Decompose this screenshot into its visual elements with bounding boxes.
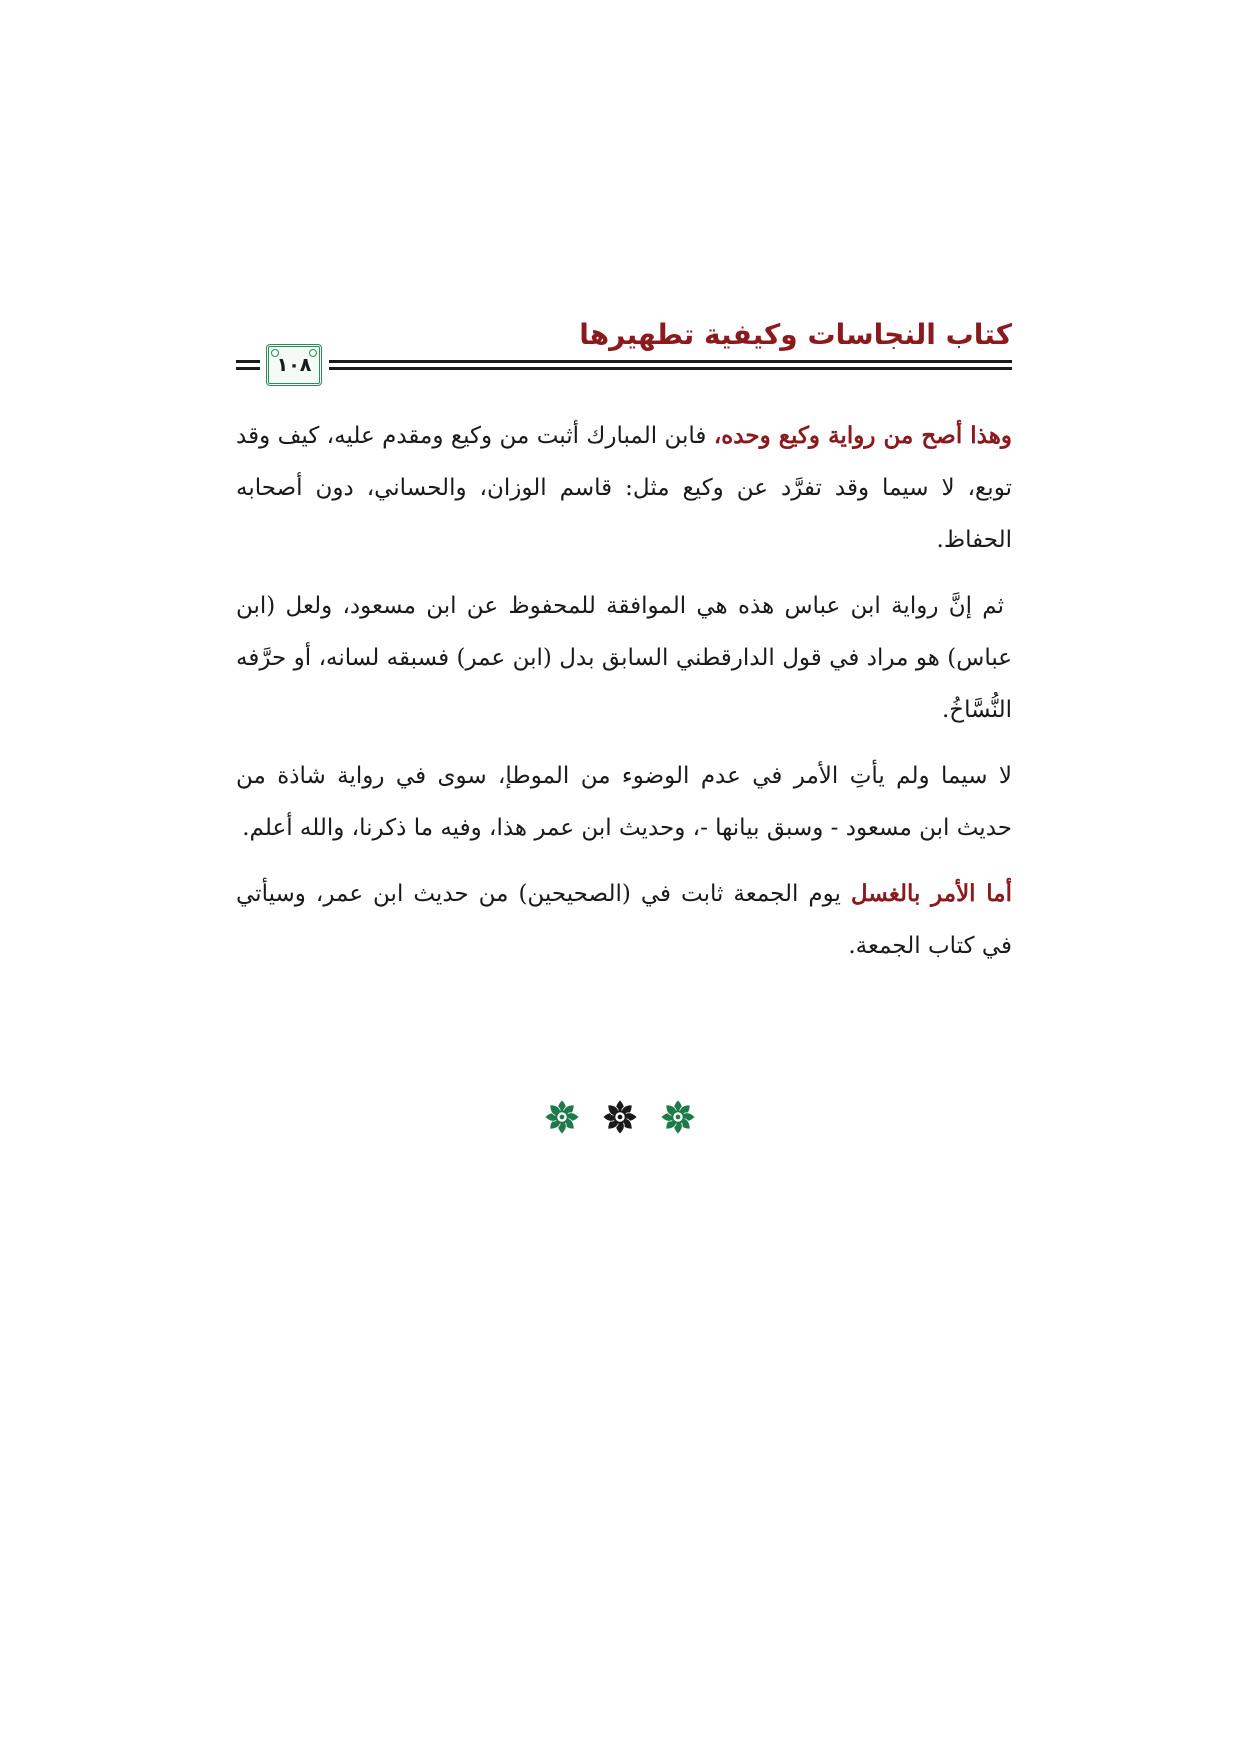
section-end-ornaments <box>0 1098 1240 1136</box>
header-rule <box>329 367 1012 370</box>
paragraph <box>236 580 1012 736</box>
page-header <box>236 310 1012 390</box>
highlighted-phrase: وهذا أصح من رواية وكيع وحده، <box>713 422 1012 449</box>
flower-ornament-icon <box>601 1098 639 1136</box>
paragraph-text: ثم إنَّ رواية ابن عباس هذه هي الموافقة للمحفوظ عن ابن مسعود، ولعل (ابن عباس) هو مراد في قول الدارقطني السابق بدل (ابن عمر) فسبقه لسانه، أو حرَّفه النُّسَّاخُ. <box>236 593 1012 723</box>
paragraph-text: يوم الجمعة ثابت في (الصحيحين) من حديث ابن عمر، وسيأتي في كتاب الجمعة. <box>236 881 1012 959</box>
header-rule <box>329 360 1012 363</box>
chapter-title: كتاب النجاسات وكيفية تطهيرها <box>579 318 1012 351</box>
flower-ornament-icon <box>543 1098 581 1136</box>
highlighted-phrase: أما الأمر بالغسل <box>850 880 1012 907</box>
header-rule <box>236 360 260 363</box>
page-number-badge <box>266 344 322 386</box>
page-number: ١٠٨ <box>276 354 312 376</box>
flower-ornament-icon <box>659 1098 697 1136</box>
main-text <box>236 410 1012 986</box>
paragraph-text: فابن المبارك أثبت من وكيع ومقدم عليه، كيف وقد توبع، لا سيما وقد تفرَّد عن وكيع مثل: قاسم الوزان، والحساني، دون أصحابه الحفاظ. <box>236 423 1012 553</box>
paragraph <box>236 750 1012 854</box>
paragraph <box>236 868 1012 972</box>
paragraph-text: لا سيما ولم يأتِ الأمر في عدم الوضوء من الموطإ، سوى في رواية شاذة من حديث ابن مسعود - وسبق بيانها -، وحديث ابن عمر هذا، وفيه ما ذكرنا، والله أعلم. <box>236 763 1012 841</box>
paragraph <box>236 410 1012 566</box>
header-rule <box>236 367 260 370</box>
